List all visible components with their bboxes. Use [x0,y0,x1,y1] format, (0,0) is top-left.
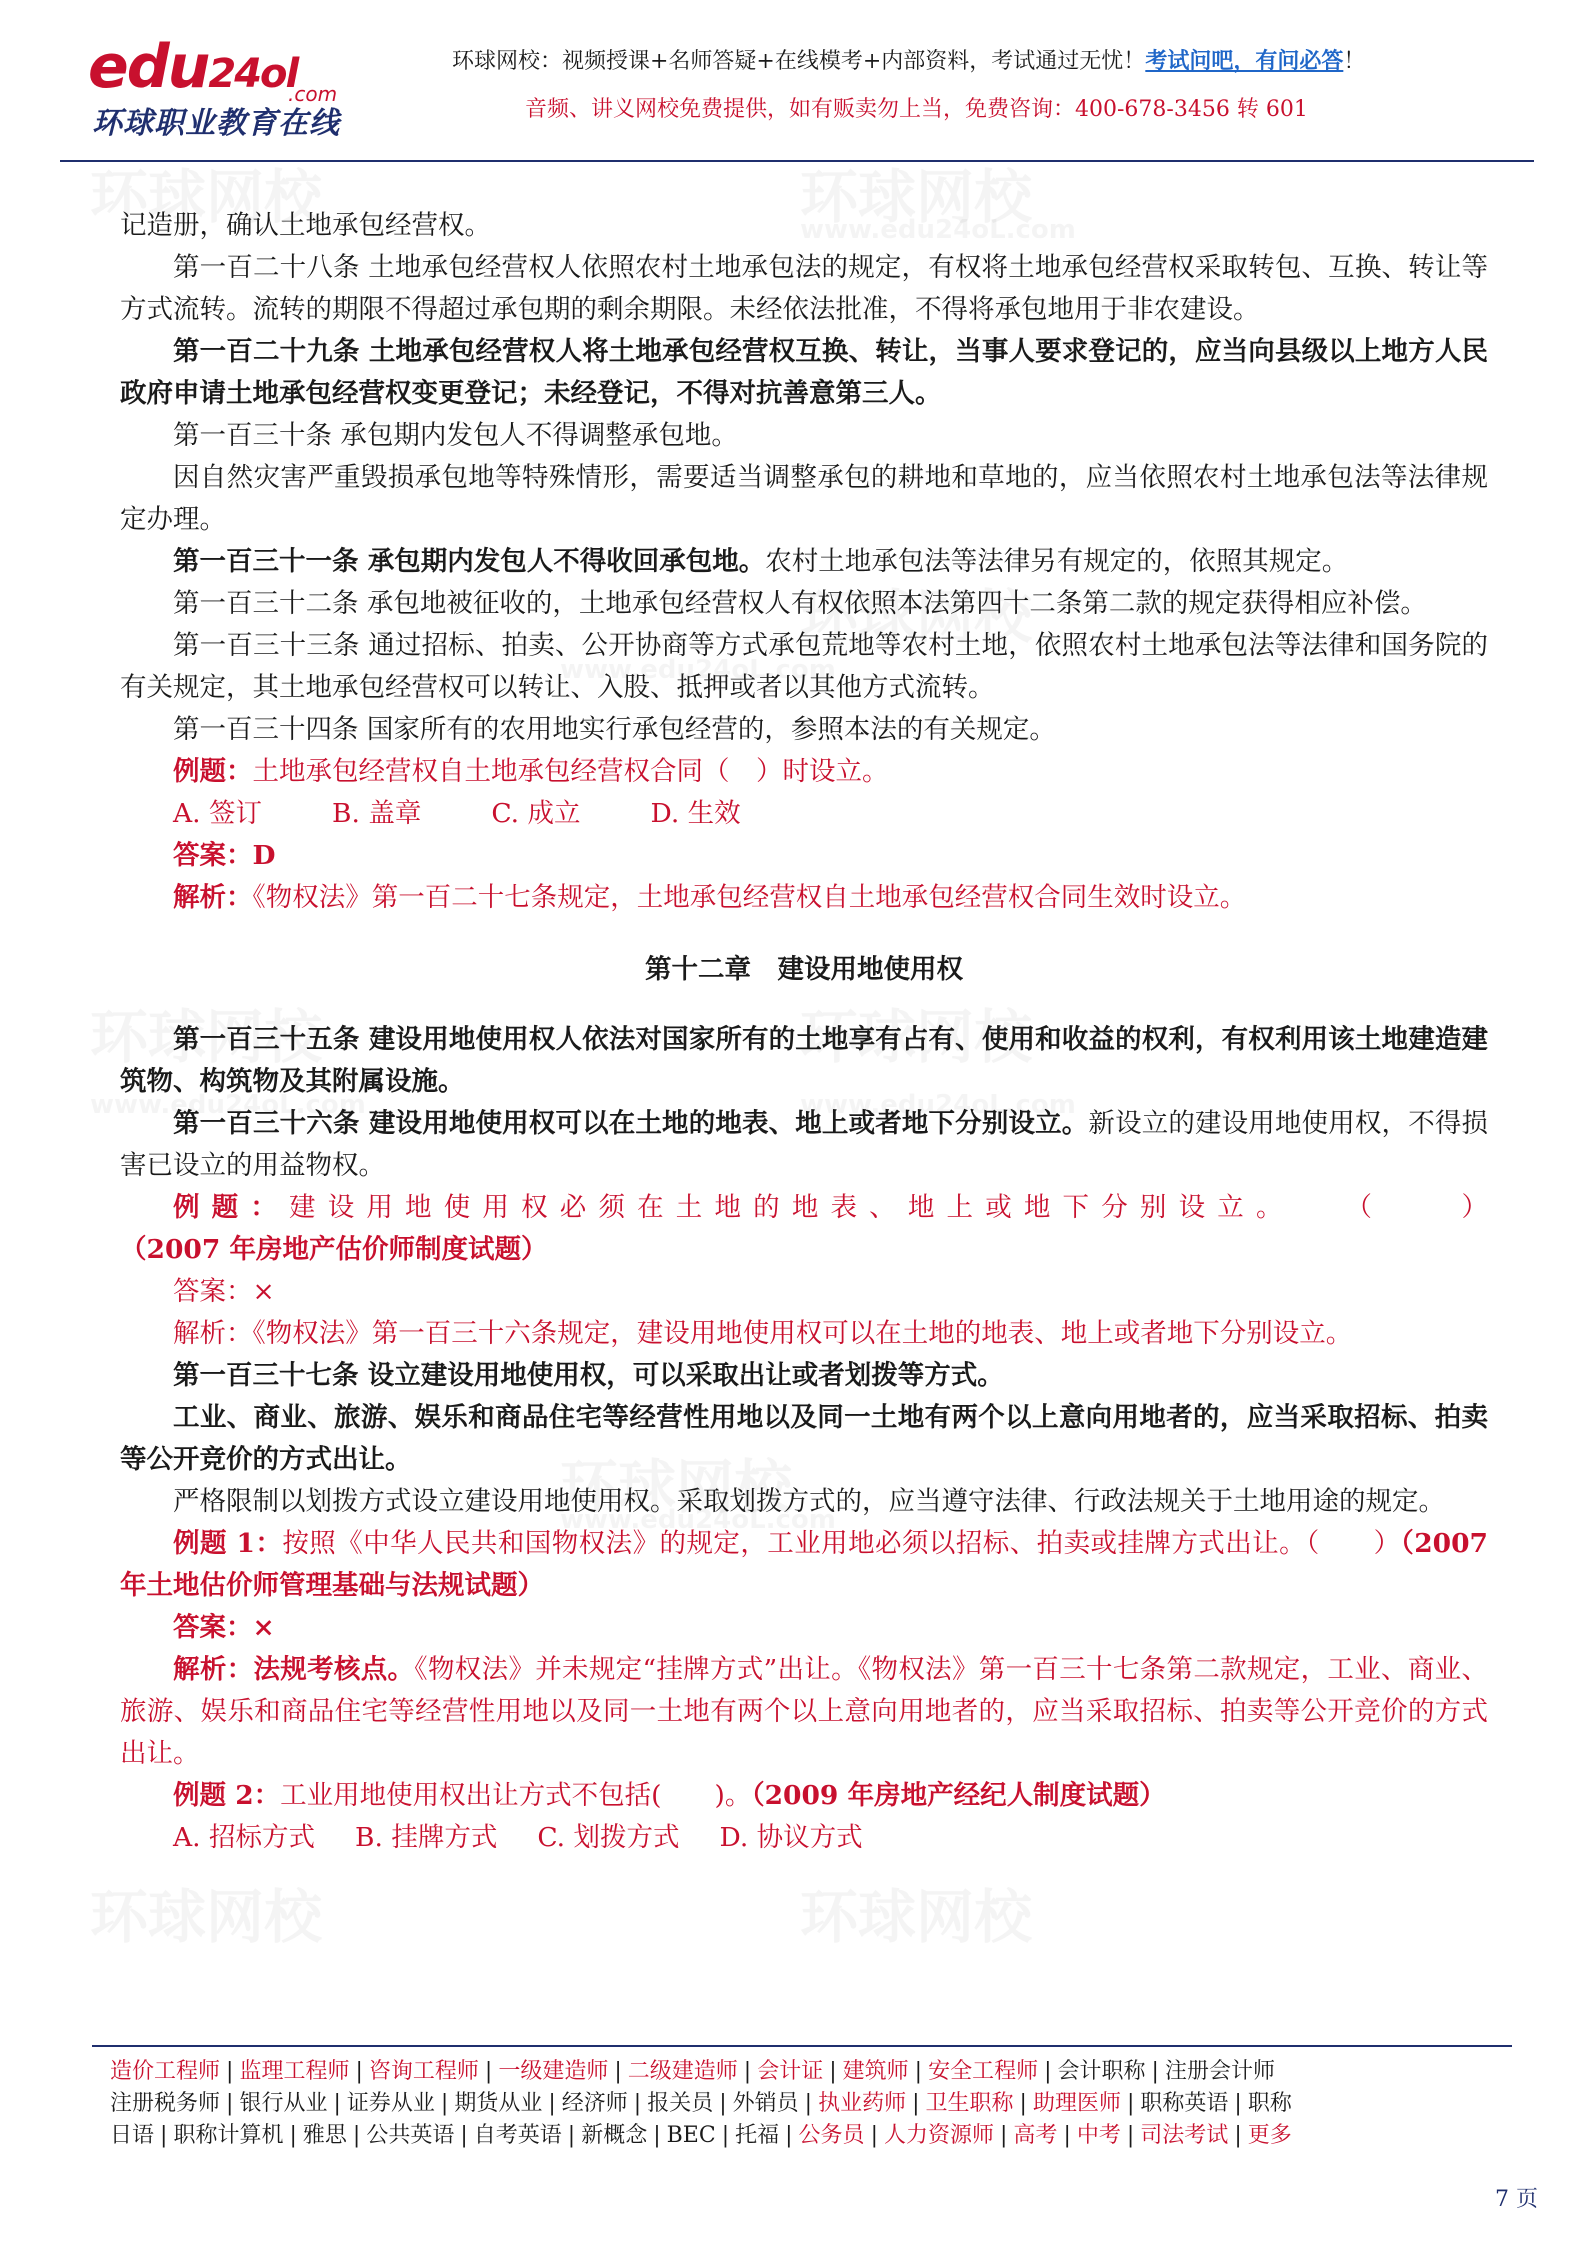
article-133: 第一百三十三条 通过招标、拍卖、公开协商等方式承包荒地等农村土地，依照农村土地承包法等法律和国务院的有关规定，其土地承包经营权可以转让、入股、抵押或者以其他方式流转。 [120,630,1488,703]
ask-link[interactable]: 考试问吧，有问必答 [1145,48,1344,74]
footer-separator: | [1019,2091,1027,2116]
footer-separator: | [1126,2123,1135,2148]
footer-link[interactable]: 银行从业 [239,2091,328,2116]
page-number: 7 页 [1495,2187,1538,2212]
article-132: 第一百三十二条 承包地被征收的，土地承包经营权人有权依照本法第四十二条第二款的规定获得相应补偿。 [173,588,1427,619]
footer-divider [92,2045,1512,2047]
paragraph: 记造册，确认土地承包经营权。 [120,210,491,241]
footer-link[interactable]: 更多 [1247,2123,1292,2148]
article-128: 第一百二十八条 土地承包经营权人依照农村土地承包法的规定，有权将土地承包经营权采取转包、互换、转让等方式流转。流转的期限不得超过承包期的剩余期限。未经依法批准，不得将承包地用于非农建设。 [120,252,1488,325]
chapter-title: 第十二章 建设用地使用权 [645,954,963,985]
example-options: A. 招标方式 B. 挂牌方式 C. 划拨方式 D. 协议方式 [173,1822,863,1853]
document-body [120,205,1488,1859]
footer-link[interactable]: 助理医师 [1032,2091,1121,2116]
footer-link[interactable]: 报关员 [647,2091,714,2116]
example-explanation: 解析：《物权法》第一百三十六条规定，建设用地使用权可以在土地的地表、地上或者地下分别设立。 [173,1318,1353,1349]
footer-separator: | [1044,2059,1052,2084]
example-explanation: 解析：《物权法》第一百二十七条规定，土地承包经营权自土地承包经营权合同生效时设立。 [173,882,1247,913]
article-135: 第一百三十五条 建设用地使用权人依法对国家所有的土地享有占有、使用和收益的权利，有权利用该土地建造建筑物、构筑物及其附属设施。 [120,1024,1488,1097]
footer-link[interactable]: 自考英语 [473,2123,562,2148]
footer-links [110,2056,1510,2152]
footer-link[interactable]: 二级建造师 [627,2059,738,2084]
footer-separator: | [352,2123,361,2148]
footer-link[interactable]: 监理工程师 [239,2059,350,2084]
footer-link[interactable]: 职称英语 [1140,2091,1229,2116]
paragraph: 工业、商业、旅游、娱乐和商品住宅等经营性用地以及同一土地有两个以上意向用地者的，应当采取招标、拍卖等公开竞价的方式出让。 [120,1402,1488,1475]
article-137: 第一百三十七条 设立建设用地使用权，可以采取出让或者划拨等方式。 [173,1360,1004,1391]
footer-separator: | [829,2059,837,2084]
footer-link[interactable]: 人力资源师 [883,2123,994,2148]
footer-link[interactable]: 职称 [1247,2091,1292,2116]
footer-link[interactable]: 注册会计师 [1164,2059,1275,2084]
footer-separator: | [226,2059,234,2084]
footer-link[interactable]: 司法考试 [1140,2123,1229,2148]
footer-separator: | [567,2123,576,2148]
paragraph: 因自然灾害严重毁损承包地等特殊情形，需要适当调整承包的耕地和草地的，应当依照农村土地承包法等法律规定办理。 [120,462,1488,535]
footer-link[interactable]: 新概念 [581,2123,648,2148]
footer-link[interactable]: BEC [666,2123,716,2148]
footer-link[interactable]: 证券从业 [346,2091,435,2116]
header-slogan: 环球网校：视频授课+名师答疑+在线模考+内部资料，考试通过无忧！考试问吧，有问必答！ [452,48,1366,74]
footer-link[interactable]: 公共英语 [366,2123,455,2148]
example-answer: 答案：D [173,840,276,871]
watermark-text [90,1870,322,1954]
footer-separator: | [785,2123,793,2148]
footer-link[interactable]: 咨询工程师 [368,2059,479,2084]
footer-separator: | [1151,2059,1159,2084]
footer-separator: | [1000,2123,1008,2148]
footer-separator: | [289,2123,297,2148]
article-134: 第一百三十四条 国家所有的农用地实行承包经营的，参照本法的有关规定。 [173,714,1056,745]
logo-mark: edu24ol [88,32,298,102]
footer-separator: | [653,2123,661,2148]
footer-link[interactable]: 雅思 [302,2123,347,2148]
footer-link[interactable]: 会计职称 [1057,2059,1146,2084]
footer-separator: | [912,2091,920,2116]
example-options: A. 签订 B. 盖章 C. 成立 D. 生效 [173,798,741,829]
footer-separator: | [1126,2091,1135,2116]
example-answer: 答案：× [173,1276,275,1307]
watermark-text [800,1870,1032,1954]
footer-separator: | [333,2091,341,2116]
footer-separator: | [440,2091,449,2116]
footer-separator: | [721,2123,730,2148]
footer-link[interactable]: 卫生职称 [925,2091,1014,2116]
footer-separator: | [914,2059,923,2084]
footer-link[interactable]: 注册税务师 [110,2091,221,2116]
footer-link[interactable]: 托福 [735,2123,780,2148]
footer-link[interactable]: 造价工程师 [110,2059,221,2084]
footer-separator: | [719,2091,727,2116]
paragraph: 严格限制以划拨方式设立建设用地使用权。采取划拨方式的，应当遵守法律、行政法规关于土地用途的规定。 [173,1486,1445,1517]
logo-chinese-name: 环球职业教育在线 [92,106,340,141]
footer-row [110,2056,1510,2088]
footer-link[interactable]: 一级建造师 [498,2059,609,2084]
page-header [0,0,1594,165]
footer-link[interactable]: 会计证 [757,2059,824,2084]
example-question: 例题：建设用地使用权必须在土地的地表、地上或地下分别设立。 （ ）（2007 年房地产估价师制度试题） [120,1192,1489,1265]
footer-separator: | [355,2059,363,2084]
logo-domain: .com [288,82,338,106]
footer-link[interactable]: 外销员 [732,2091,799,2116]
example-answer: 答案：× [173,1612,275,1643]
footer-separator: | [633,2091,642,2116]
footer-link[interactable]: 公务员 [798,2123,865,2148]
footer-link[interactable]: 建筑师 [842,2059,909,2084]
footer-separator: | [1234,2123,1242,2148]
footer-separator: | [160,2123,168,2148]
footer-separator: | [614,2059,622,2084]
footer-separator: | [1234,2091,1242,2116]
header-notice: 音频、讲义网校免费提供，如有贩卖勿上当，免费咨询：400-678-3456 转 601 [525,97,1308,122]
footer-separator: | [484,2059,493,2084]
footer-separator: | [226,2091,234,2116]
footer-link[interactable]: 职称计算机 [173,2123,284,2148]
article-131: 第一百三十一条 承包期内发包人不得收回承包地。农村土地承包法等法律另有规定的，依照其规定。 [173,546,1349,577]
footer-link[interactable]: 经济师 [561,2091,628,2116]
article-136: 第一百三十六条 建设用地使用权可以在土地的地表、地上或者地下分别设立。新设立的建设用地使用权，不得损害已设立的用益物权。 [120,1108,1488,1181]
footer-separator: | [870,2123,878,2148]
footer-separator: | [1063,2123,1071,2148]
example-explanation: 解析：法规考核点。《物权法》并未规定“挂牌方式”出让。《物权法》第一百三十七条第二款规定，工业、商业、旅游、娱乐和商品住宅等经营性用地以及同一土地有两个以上意向用地者的，应当采取招标、拍卖等公开竞价的方式出让。 [120,1654,1488,1769]
article-129: 第一百二十九条 土地承包经营权人将土地承包经营权互换、转让，当事人要求登记的，应当向县级以上地方人民政府申请土地承包经营权变更登记；未经登记，不得对抗善意第三人。 [120,336,1488,409]
example-question: 例题 1：按照《中华人民共和国物权法》的规定，工业用地必须以招标、拍卖或挂牌方式出让。（ ）（2007 年土地估价师管理基础与法规试题） [120,1528,1488,1601]
footer-link[interactable]: 期货从业 [454,2091,543,2116]
site-logo[interactable] [88,32,378,141]
footer-row [110,2120,1510,2152]
footer-row [110,2088,1510,2120]
footer-link[interactable]: 执业药师 [818,2091,907,2116]
footer-separator: | [548,2091,556,2116]
footer-link[interactable]: 高考 [1013,2123,1058,2148]
footer-separator: | [743,2059,752,2084]
header-divider [60,160,1534,162]
footer-separator: | [460,2123,468,2148]
footer-separator: | [804,2091,813,2116]
footer-link[interactable]: 日语 [110,2123,155,2148]
article-130: 第一百三十条 承包期内发包人不得调整承包地。 [173,420,738,451]
footer-link[interactable]: 安全工程师 [928,2059,1039,2084]
example-question: 例题：土地承包经营权自土地承包经营权合同（ ）时设立。 [173,756,889,787]
footer-link[interactable]: 中考 [1076,2123,1121,2148]
example-question: 例题 2：工业用地使用权出让方式不包括( )。（2009 年房地产经纪人制度试题） [173,1780,1166,1811]
